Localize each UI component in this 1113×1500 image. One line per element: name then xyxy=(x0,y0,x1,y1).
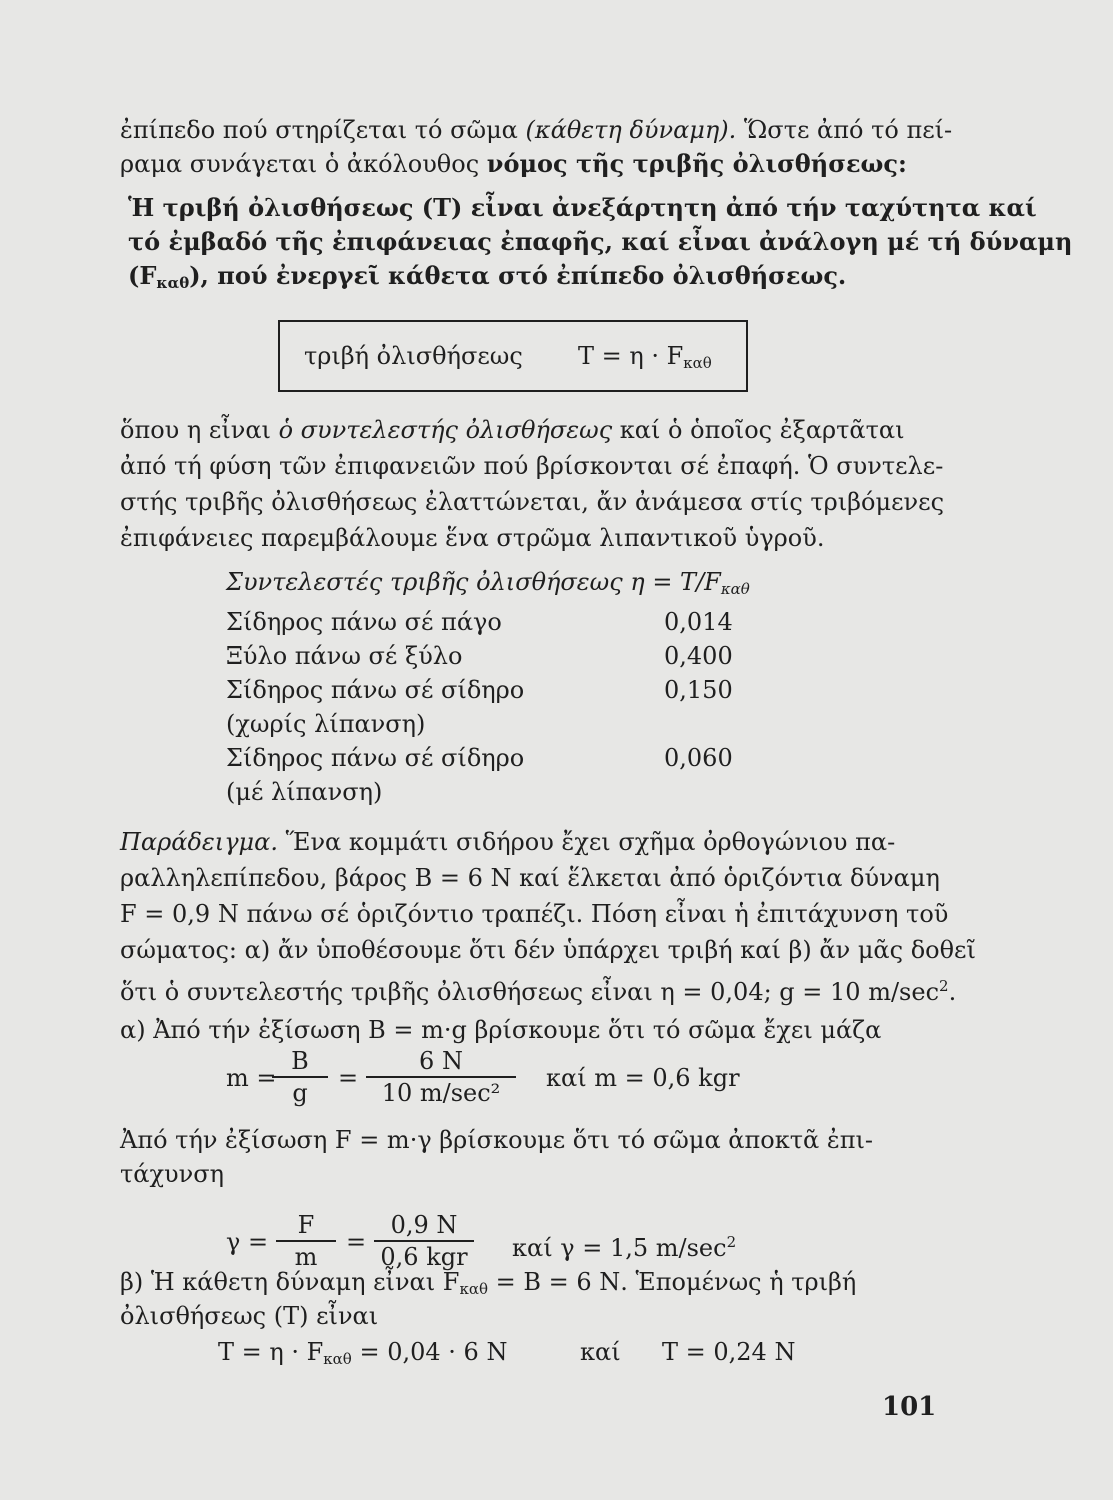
table-row: Σίδηρος πάνω σέ σίδηρο xyxy=(226,744,525,772)
equation: $T = \eta \cdot F_{\kappa\alpha\theta} = 0,04 \cdot 6$ Ν xyxy=(218,1338,508,1368)
table-row: Σίδηρος πάνω σέ σίδηρο xyxy=(226,676,525,704)
example-line: ὅτι ὁ συντελεστής τριβῆς ὀλισθήσεως εἶναι η = 0,04; g = 10 $m/\sec^2$. xyxy=(120,977,957,1006)
table-value: 0,014 xyxy=(664,608,733,636)
law-line: $(F_{\kappa\alpha\theta})$, πού ἐνεργεῖ κάθετα στό ἐπίπεδο ὀλισθήσεως. xyxy=(128,261,847,292)
table-row: Σίδηρος πάνω σέ πάγο xyxy=(226,608,502,636)
solution-line: τάχυνση xyxy=(120,1160,224,1188)
example-line: Παράδειγμα. Ἕνα κομμάτι σιδήρου ἔχει σχῆμα ὀρθογώνιου πα- xyxy=(120,828,896,856)
solution-line: α) Ἀπό τήν ἐξίσωση Β = m·g βρίσκουμε ὅτι τό σῶμα ἔχει μάζα xyxy=(120,1016,882,1044)
formula: $T = \eta \cdot F_{\kappa\alpha\theta}$ xyxy=(578,342,712,372)
solution-line: β) Ἡ κάθετη δύναμη εἶναι $F_{\kappa\alpha\theta} = B = 6$ Ν. Ἑπομένως ἡ τριβή xyxy=(120,1268,857,1298)
equation: γ = xyxy=(226,1228,269,1256)
solution-line: Ἀπό τήν ἐξίσωση F = m·γ βρίσκουμε ὅτι τό σῶμα ἀποκτᾶ ἐπι- xyxy=(120,1126,873,1154)
formula-label: τριβή ὀλισθήσεως xyxy=(304,342,523,370)
paragraph-line: ἐπιφάνειες παρεμβάλουμε ἕνα στρῶμα λιπαντικοῦ ὑγροῦ. xyxy=(120,524,825,552)
equation-kai: καί xyxy=(580,1338,621,1366)
table-value: 0,400 xyxy=(664,642,733,670)
table-row-note: (μέ λίπανση) xyxy=(226,778,383,806)
fraction: $\frac{F}{m}$ xyxy=(276,1210,336,1272)
equation-result: καί m = 0,6 kgr xyxy=(546,1064,740,1092)
example-line: ραλληλεπίπεδου, βάρος Β = 6 Ν καί ἕλκεται ἀπό ὁριζόντια δύναμη xyxy=(120,864,940,892)
table-value: 0,150 xyxy=(664,676,733,704)
equals: = xyxy=(338,1064,359,1092)
equation-result: καί γ = 1,5 $m/\sec^2$ xyxy=(512,1233,737,1262)
example-line: F = 0,9 Ν πάνω σέ ὁριζόντιο τραπέζι. Πόση εἶναι ἡ ἐπιτάχυνση τοῦ xyxy=(120,900,949,928)
equals: = xyxy=(346,1228,367,1256)
table-row-note: (χωρίς λίπανση) xyxy=(226,710,426,738)
fraction: 0,9 N 0,6 kgr xyxy=(374,1210,474,1272)
solution-line: ὀλισθήσεως (Τ) εἶναι xyxy=(120,1302,379,1330)
equation: m = xyxy=(226,1064,277,1092)
example-line: σώματος: α) ἄν ὑποθέσουμε ὅτι δέν ὑπάρχει τριβή καί β) ἄν μᾶς δοθεῖ xyxy=(120,936,976,964)
table-value: 0,060 xyxy=(664,744,733,772)
law-line: Ἡ τριβή ὀλισθήσεως (Τ) εἶναι ἀνεξάρτητη ἀπό τήν ταχύτητα καί xyxy=(128,193,1037,222)
equation-result: Τ = 0,24 Ν xyxy=(662,1338,796,1366)
fraction: $\frac{B}{g}$ xyxy=(272,1046,328,1108)
paragraph-line: στής τριβῆς ὀλισθήσεως ἐλαττώνεται, ἄν ἀνάμεσα στίς τριβόμενες xyxy=(120,488,945,516)
paragraph-line: ραμα συνάγεται ὁ ἀκόλουθος νόμος τῆς τριβῆς ὀλισθήσεως: xyxy=(120,149,907,178)
paragraph-line: ἀπό τή φύση τῶν ἐπιφανειῶν πού βρίσκονται σέ ἐπαφή. Ὁ συντελε- xyxy=(120,452,944,480)
fraction: 6 N 10 m/sec² xyxy=(366,1046,516,1108)
table-title: Συντελεστές τριβῆς ὀλισθήσεως $\eta = T/F_{\kappa\alpha\theta}$ xyxy=(226,568,750,598)
page-number: 101 xyxy=(882,1392,937,1422)
paragraph-line: ἐπίπεδο πού στηρίζεται τό σῶμα (κάθετη δύναμη). Ὥστε ἀπό τό πεί- xyxy=(120,116,953,144)
table-row: Ξύλο πάνω σέ ξύλο xyxy=(226,642,463,670)
law-line: τό ἐμβαδό τῆς ἐπιφάνειας ἐπαφῆς, καί εἶναι ἀνάλογη μέ τή δύναμη xyxy=(128,227,1073,256)
paragraph-line: ὅπου η εἶναι ὁ συντελεστής ὀλισθήσεως καί ὁ ὁποῖος ἐξαρτᾶται xyxy=(120,416,905,444)
